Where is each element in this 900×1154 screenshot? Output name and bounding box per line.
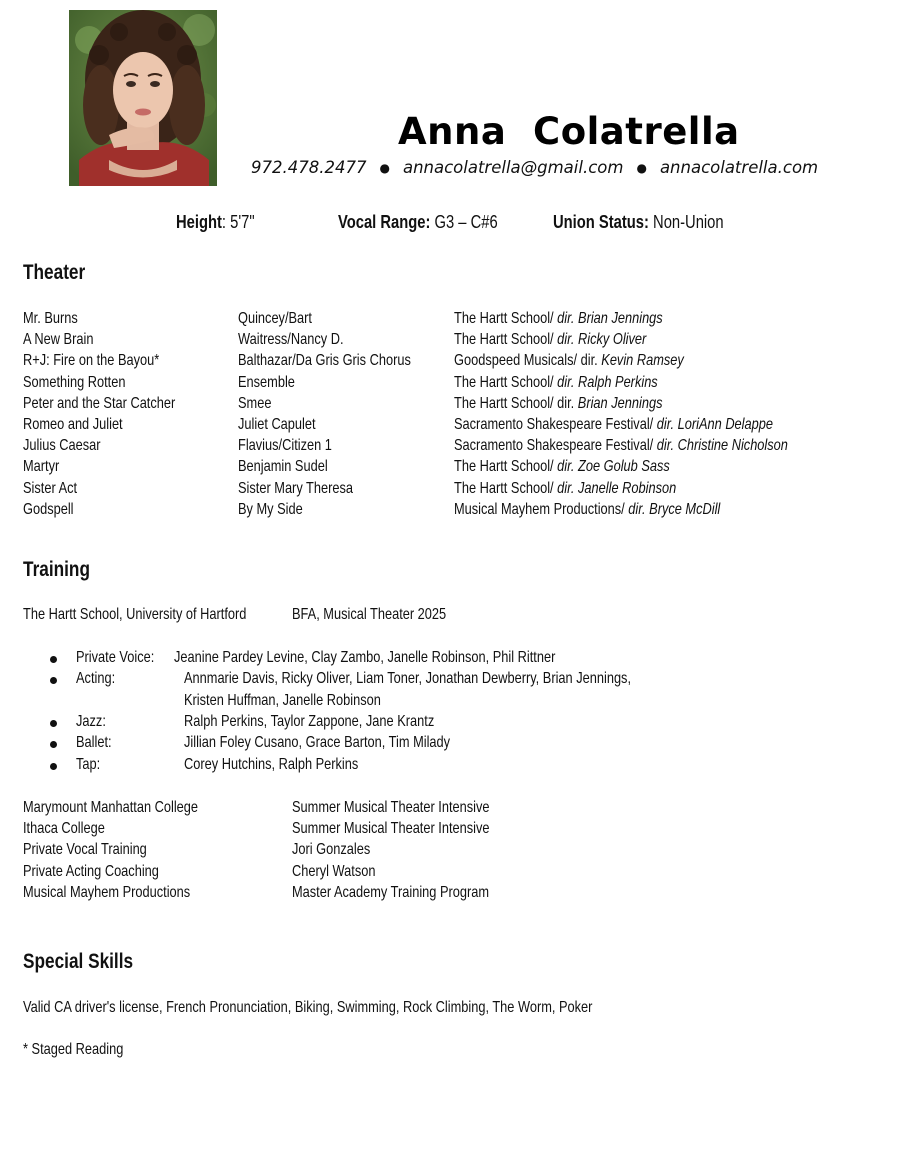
ballet-teachers: Jillian Foley Cusano, Grace Barton, Tim Milady — [184, 734, 451, 751]
company — [454, 310, 663, 328]
director: dir. Ralph Perkins — [557, 373, 658, 391]
acting-teachers-continued: Kristen Huffman, Janelle Robinson — [184, 692, 381, 709]
show-title: A New Brain — [23, 331, 94, 349]
show-title: R+J: Fire on the Bayou* — [23, 352, 160, 370]
bullet-icon — [50, 656, 57, 663]
training-program: Jori Gonzales — [292, 841, 371, 859]
phone-number: 972.478.2477 — [251, 158, 367, 177]
show-title: Julius Caesar — [23, 437, 101, 455]
role: By My Side — [238, 500, 303, 518]
company-name: The Hartt School/ — [454, 310, 558, 327]
role: Benjamin Sudel — [238, 458, 328, 476]
union-status-value: Non-Union — [648, 212, 724, 232]
show-title: Sister Act — [23, 479, 78, 497]
company — [454, 437, 788, 455]
director: dir. Brian Jennings — [557, 310, 663, 327]
company — [454, 374, 658, 392]
voice-teachers: Jeanine Pardey Levine, Clay Zambo, Janelle Robinson, Phil Rittner — [174, 649, 556, 666]
training-program: Summer Musical Theater Intensive — [292, 820, 490, 838]
show-title: Mr. Burns — [23, 310, 78, 327]
voice-label: Private Voice: — [76, 649, 155, 666]
theater-credit-row — [0, 416, 900, 437]
show-title: Romeo and Juliet — [23, 416, 123, 433]
vocal-range-label: Vocal Range: — [338, 212, 431, 232]
role: Waitress/Nancy D. — [238, 331, 344, 349]
director: dir. Bryce McDill — [628, 500, 721, 518]
company — [454, 480, 676, 498]
theater-credit-row — [0, 501, 900, 522]
acting-teachers: Annmarie Davis, Ricky Oliver, Liam Toner, Jonathan Dewberry, Brian Jennings, — [184, 670, 632, 687]
theater-credit-row — [0, 458, 900, 479]
height-label: Height — [176, 212, 222, 232]
role: Juliet Capulet — [238, 416, 316, 433]
bullet-icon — [50, 677, 57, 684]
training-place: Private Vocal Training — [23, 841, 147, 859]
headshot-image — [69, 10, 217, 186]
director: dir. LoriAnn Delappe — [656, 416, 773, 433]
theater-heading: Theater — [23, 261, 86, 284]
height-stat — [176, 212, 255, 233]
show-title: Godspell — [23, 500, 74, 518]
company — [454, 501, 720, 519]
company-name: The Hartt School/ — [454, 331, 558, 349]
show-title: Peter and the Star Catcher — [23, 394, 176, 412]
training-degree: BFA, Musical Theater 2025 — [292, 606, 447, 623]
company-name: Goodspeed Musicals/ dir. — [454, 352, 602, 370]
footnote: * Staged Reading — [23, 1041, 124, 1058]
union-status-label: Union Status: — [553, 212, 649, 232]
training-program: Cheryl Watson — [292, 862, 376, 880]
director: dir. Christine Nicholson — [656, 437, 788, 455]
theater-credit-row — [0, 374, 900, 395]
theater-credit-row — [0, 395, 900, 416]
role: Flavius/Citizen 1 — [238, 437, 332, 455]
headshot-photo — [69, 10, 217, 186]
theater-credit-row — [0, 310, 900, 331]
company-name: Musical Mayhem Productions/ — [454, 500, 629, 518]
acting-label: Acting: — [76, 670, 116, 687]
theater-credit-row — [0, 331, 900, 352]
training-place: Private Acting Coaching — [23, 862, 159, 880]
director: dir. Janelle Robinson — [557, 479, 677, 497]
ballet-label: Ballet: — [76, 734, 112, 751]
role: Sister Mary Theresa — [238, 479, 353, 497]
role: Ensemble — [238, 373, 295, 391]
height-value: : 5'7" — [221, 212, 255, 232]
bullet-icon — [50, 763, 57, 770]
contact-line — [251, 158, 818, 177]
jazz-teachers: Ralph Perkins, Taylor Zappone, Jane Krantz — [184, 713, 435, 730]
separator-dot-icon: ● — [636, 161, 647, 175]
training-place: Marymount Manhattan College — [23, 799, 199, 816]
company — [454, 352, 684, 370]
separator-dot-icon: ● — [379, 161, 390, 175]
bullet-icon — [50, 741, 57, 748]
vocal-range-value: G3 – C#6 — [430, 212, 498, 232]
company — [454, 331, 646, 349]
director: Brian Jennings — [577, 394, 663, 412]
training-place: Musical Mayhem Productions — [23, 883, 191, 901]
company — [454, 395, 662, 413]
training-heading: Training — [23, 558, 90, 581]
union-status-stat — [553, 212, 724, 233]
company-name: The Hartt School/ — [454, 479, 558, 497]
role: Balthazar/Da Gris Gris Chorus — [238, 352, 411, 370]
special-skills-list: Valid CA driver's license, French Pronunciation, Biking, Swimming, Rock Climbing, The Worm, Poker — [23, 999, 593, 1016]
theater-credit-row — [0, 352, 900, 373]
bullet-icon — [50, 720, 57, 727]
company — [454, 458, 670, 476]
vocal-range-stat — [338, 212, 498, 233]
company-name: The Hartt School/ — [454, 458, 558, 476]
role: Quincey/Bart — [238, 310, 312, 327]
website: annacolatrella.com — [659, 158, 819, 177]
training-program: Master Academy Training Program — [292, 883, 490, 901]
actor-name: Anna Colatrella — [398, 110, 740, 153]
special-skills-heading: Special Skills — [23, 950, 134, 973]
show-title: Martyr — [23, 458, 60, 476]
training-place: Ithaca College — [23, 820, 105, 838]
company-name: The Hartt School/ dir. — [454, 394, 578, 412]
company — [454, 416, 773, 434]
theater-credit-row — [0, 437, 900, 458]
role: Smee — [238, 394, 272, 412]
company-name: The Hartt School/ — [454, 373, 558, 391]
email-address: annacolatrella@gmail.com — [402, 158, 624, 177]
jazz-label: Jazz: — [76, 713, 106, 730]
director: dir. Zoe Golub Sass — [557, 458, 670, 476]
show-title: Something Rotten — [23, 373, 126, 391]
training-program: Summer Musical Theater Intensive — [292, 799, 490, 816]
training-school: The Hartt School, University of Hartford — [23, 606, 247, 623]
company-name: Sacramento Shakespeare Festival/ — [454, 437, 657, 455]
director: dir. Ricky Oliver — [557, 331, 647, 349]
director: Kevin Ramsey — [601, 352, 684, 370]
tap-teachers: Corey Hutchins, Ralph Perkins — [184, 756, 359, 773]
theater-credit-row — [0, 480, 900, 501]
company-name: Sacramento Shakespeare Festival/ — [454, 416, 657, 433]
tap-label: Tap: — [76, 756, 101, 773]
